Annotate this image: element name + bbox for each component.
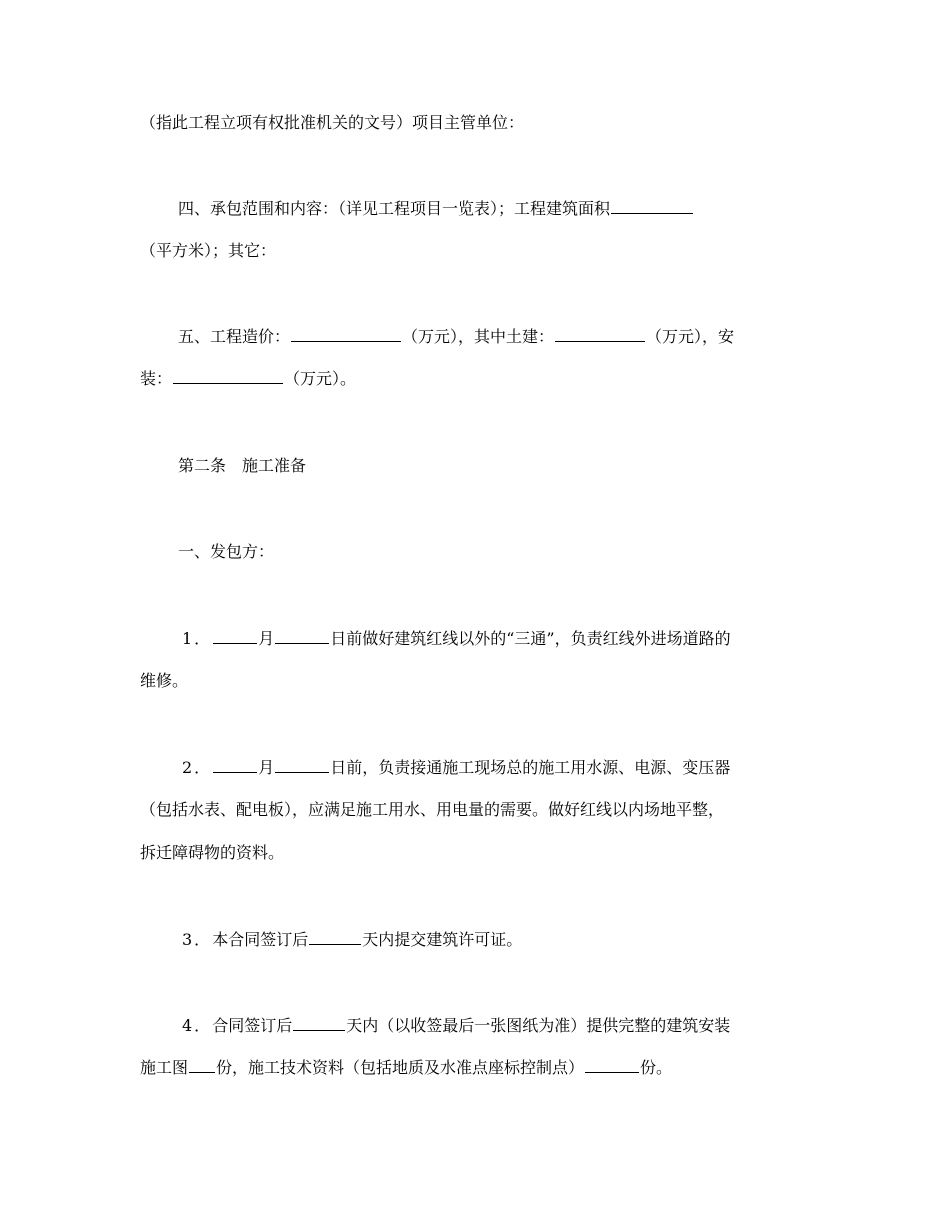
article-title: 第二条 施工准备 — [178, 456, 307, 475]
item3-line1 — [182, 929, 522, 951]
paragraph-scope-line2 — [140, 240, 276, 262]
item1-line1 — [182, 628, 731, 650]
paragraph-cost-line1 — [178, 326, 734, 348]
item4-drawings-label: 施工图 — [140, 1058, 189, 1077]
item2-month-blank — [213, 757, 257, 773]
item2-line3 — [140, 842, 284, 864]
item4-text-2: 天内（以收签最后一张图纸为准）提供完整的建筑安装 — [346, 1016, 731, 1035]
item2-number: 2． — [182, 758, 213, 777]
item1-month-blank — [213, 628, 257, 644]
item2-text-3: 拆迁障碍物的资料。 — [140, 843, 285, 862]
item1-day-blank — [275, 628, 329, 644]
paragraph-scope-line1 — [178, 198, 694, 220]
civil-label: （万元），其中土建： — [402, 327, 555, 346]
item2-text-2: （包括水表、配电板），应满足施工用水、用电量的需要。做好红线以内场地平整， — [140, 800, 725, 819]
item4-tech-copies-blank — [585, 1057, 639, 1073]
item4-days-blank — [293, 1015, 345, 1031]
install-unit: （万元）。 — [284, 369, 357, 388]
approval-text: （指此工程立项有权批准机关的文号）项目主管单位： — [140, 113, 525, 132]
party-label: 一、发包方： — [178, 542, 275, 561]
paragraph-approval — [140, 112, 524, 134]
item1-line2 — [140, 670, 188, 692]
cost-label: 五、工程造价： — [178, 327, 291, 346]
item4-line2 — [140, 1057, 672, 1079]
install-label-part: （万元），安 — [646, 327, 735, 346]
item2-line1 — [182, 757, 730, 779]
item1-number: 1． — [182, 629, 213, 648]
paragraph-cost-line2 — [140, 368, 356, 390]
item2-day-blank — [275, 757, 329, 773]
item4-text-4: 份。 — [640, 1058, 673, 1077]
item1-text: 日前做好建筑红线以外的“三通”，负责红线外进场道路的 — [330, 629, 731, 648]
item4-text: 合同签订后 — [212, 1016, 293, 1035]
item1-text-2: 维修。 — [140, 671, 189, 690]
party-heading — [178, 541, 274, 563]
area-blank — [611, 198, 693, 214]
item2-line2 — [140, 799, 724, 821]
article-heading — [178, 455, 306, 477]
item3-number: 3． — [182, 930, 213, 949]
cost-total-blank — [291, 326, 401, 342]
item3-text: 本合同签订后 — [212, 930, 309, 949]
item4-text-3: 份，施工技术资料（包括地质及水准点座标控制点） — [216, 1058, 585, 1077]
item1-month-label: 月 — [258, 629, 275, 648]
scope-text-2: （平方米）；其它： — [140, 241, 277, 260]
scope-text: 四、承包范围和内容：（详见工程项目一览表）；工程建筑面积 — [178, 199, 611, 218]
item4-line1 — [182, 1015, 730, 1037]
item3-text-2: 天内提交建筑许可证。 — [362, 930, 523, 949]
item3-days-blank — [309, 929, 361, 945]
civil-cost-blank — [555, 326, 645, 342]
install-cost-blank — [173, 368, 283, 384]
item4-number: 4． — [182, 1016, 213, 1035]
install-label: 装： — [140, 369, 173, 388]
item2-month-label: 月 — [258, 758, 275, 777]
item2-text: 日前，负责接通施工现场总的施工用水源、电源、变压器 — [330, 758, 731, 777]
item4-copies-blank — [189, 1057, 215, 1073]
